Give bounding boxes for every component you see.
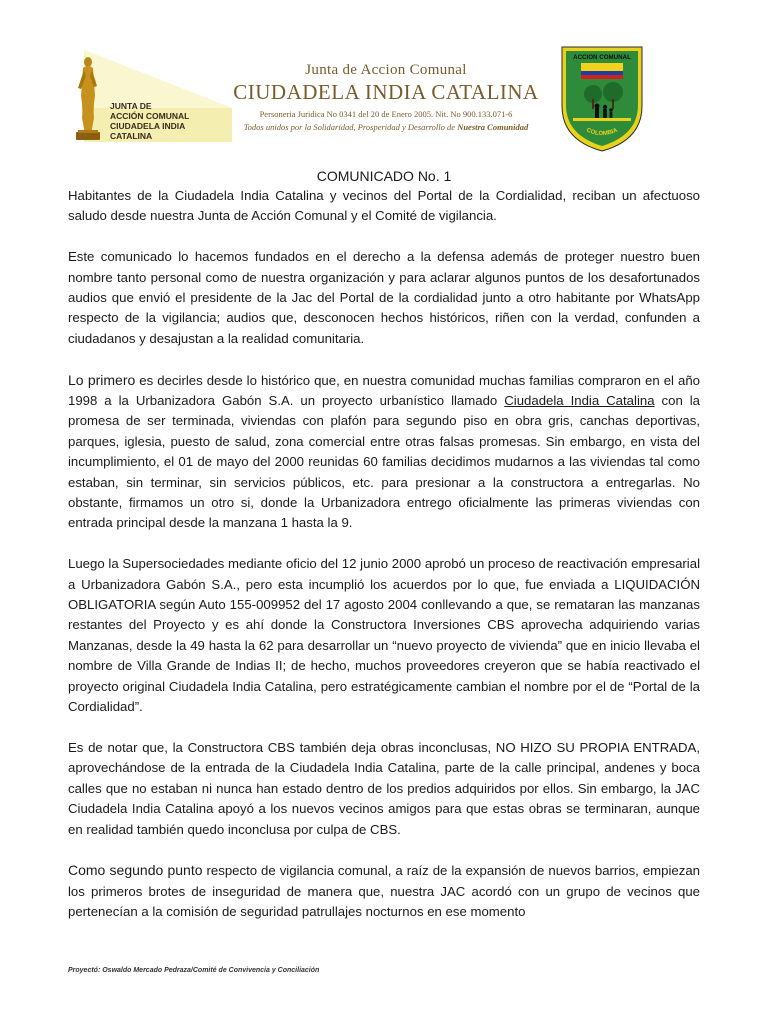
logo-caption-line: ACCIÓN COMUNAL xyxy=(110,111,190,121)
logo-caption-line: JUNTA DE xyxy=(110,101,152,111)
paragraph-greeting: Habitantes de la Ciudadela India Catalina y vecinos del Portal de la Cordialidad, reciban un afectuoso saludo desde nuestra Junta de Acción Comunal y el Comité de vigilancia. xyxy=(68,188,700,224)
first-point-lead: Lo primero xyxy=(68,371,136,388)
first-point-text-a: es decirles desde lo histórico que, en nuestra comunidad muchas familias compraron en el año 1998 a la Urbanizadora Gabón S.A. un proyecto urbanístico llamado xyxy=(68,372,700,409)
paragraph-supersociedades: Luego la Supersociedades mediante oficio del 12 junio 2000 aprobó un proceso de reactivación empresarial a Urbanizadora Gabón S.A., pero esta incumplió los acuerdos por lo que, fue enviada a LIQUIDACIÓN OBLIGATORIA según Auto 155-009952 del 17 agosto 2004 conllevando a que, se remataran las manzanas restantes del Proyecto y es ahí donde la Constructora Inversiones CBS aprovecha adquiriendo varias Manzanas, desde la 49 hasta la 62 para desarrollar un “nuevo proyecto de vivienda” que en inicio llevaba el nombre de Villa Grande de Indias II; de hecho, muchos proveedores creyeron que se había reactivado el proyecto original Ciudadela India Catalina, pero estratégicamente cambian el nombre por el de “Portal de la Cordialidad”. xyxy=(68,556,700,715)
first-point-text-b: con la promesa de ser terminada, viviendas con plafón para segundo piso en obra gris, canchas deportivas, parques, iglesia, puesto de salud, zona comercial entre otras falsas promesas. Sin embargo, en vista del incumplimiento, el 01 de mayo del 2000 reunidas 60 familias decidimos mudarnos a las viviendas tal como estaban, sin terminar, sin servicios públicos, etc. para presionar a la constructora a entregarlas. No obstante, firmamos un otro si, donde la Urbanizadora entrego oficialmente las primeras viviendas con entrada principal desde la manzana 1 hasta la 9. xyxy=(68,393,701,531)
document-body xyxy=(68,186,700,943)
org-motto-emphasis: Nuestra Comunidad xyxy=(457,122,529,132)
letterhead xyxy=(0,0,768,160)
org-legal-line: Personeria Juridica No 0341 del 20 de Enero 2005. Nit. No 900.133.071-6 xyxy=(259,109,513,119)
logo-left-caption xyxy=(110,101,220,141)
prepared-by-footer: Proyectó: Oswaldo Mercado Pedraza/Comité de Convivencia y Conciliación xyxy=(68,967,320,974)
org-name-line: CIUDADELA INDIA CATALINA xyxy=(233,80,539,104)
organization-name-block xyxy=(216,62,556,132)
paragraph-second-point xyxy=(68,860,700,922)
project-name-underlined: Ciudadela India Catalina xyxy=(504,393,655,409)
second-point-text: respecto de vigilancia comunal, a raíz de la expansión de nuevos barrios, empiezan los primeros brotes de inseguridad de manera que, nuestra JAC acordó con un grupo de vecinos que pertenecían a la comisión de seguridad patrullajes nocturnos en ese momento xyxy=(68,863,700,920)
emblem-arc-text: COLOMBIA xyxy=(585,127,619,138)
second-point-lead: Como segundo punto xyxy=(68,862,203,879)
paragraph-purpose: Este comunicado lo hacemos fundados en el derecho a la defensa además de proteger nuestro buen nombre tanto personal como de nuestra organización y para aclarar algunos puntos de los desafortunados audios que envió el presidente de la Jac del Portal de la cordialidad junto a otro habitante por WhatsApp respecto de la vigilancia; audios que, desconocen hechos históricos, riñen con la verdad, confunden a ciudadanos y desajustan a la realidad comunitaria. xyxy=(68,249,700,346)
accion-comunal-shield-icon xyxy=(559,44,645,154)
document-title: COMUNICADO No. 1 xyxy=(316,168,452,184)
emblem-top-text: ACCION COMUNAL xyxy=(573,54,631,61)
org-title-line: Junta de Accion Comunal xyxy=(305,62,467,78)
paragraph-first-point xyxy=(68,370,700,534)
org-motto xyxy=(216,122,556,132)
org-motto-text: Todos unidos por la Solidaridad, Prosperidad y Desarrollo de xyxy=(243,122,458,132)
paragraph-cbs-works: Es de notar que, la Constructora CBS también deja obras inconclusas, NO HIZO SU PROPIA ENTRADA, aprovechándose de la entrada de la Ciudadela India Catalina, parte de la calle principal, andenes y boca calles que no estaban ni nunca han estado dentro de los predios adquiridos por ellos. Sin embargo, la JAC Ciudadela India Catalina apoyó a los nuevos vecinos amigos para que estas obras se terminaran, aunque en realidad también quedo inconclusa por culpa de CBS. xyxy=(68,739,700,837)
logo-caption-line: CIUDADELA INDIA CATALINA xyxy=(110,121,185,141)
